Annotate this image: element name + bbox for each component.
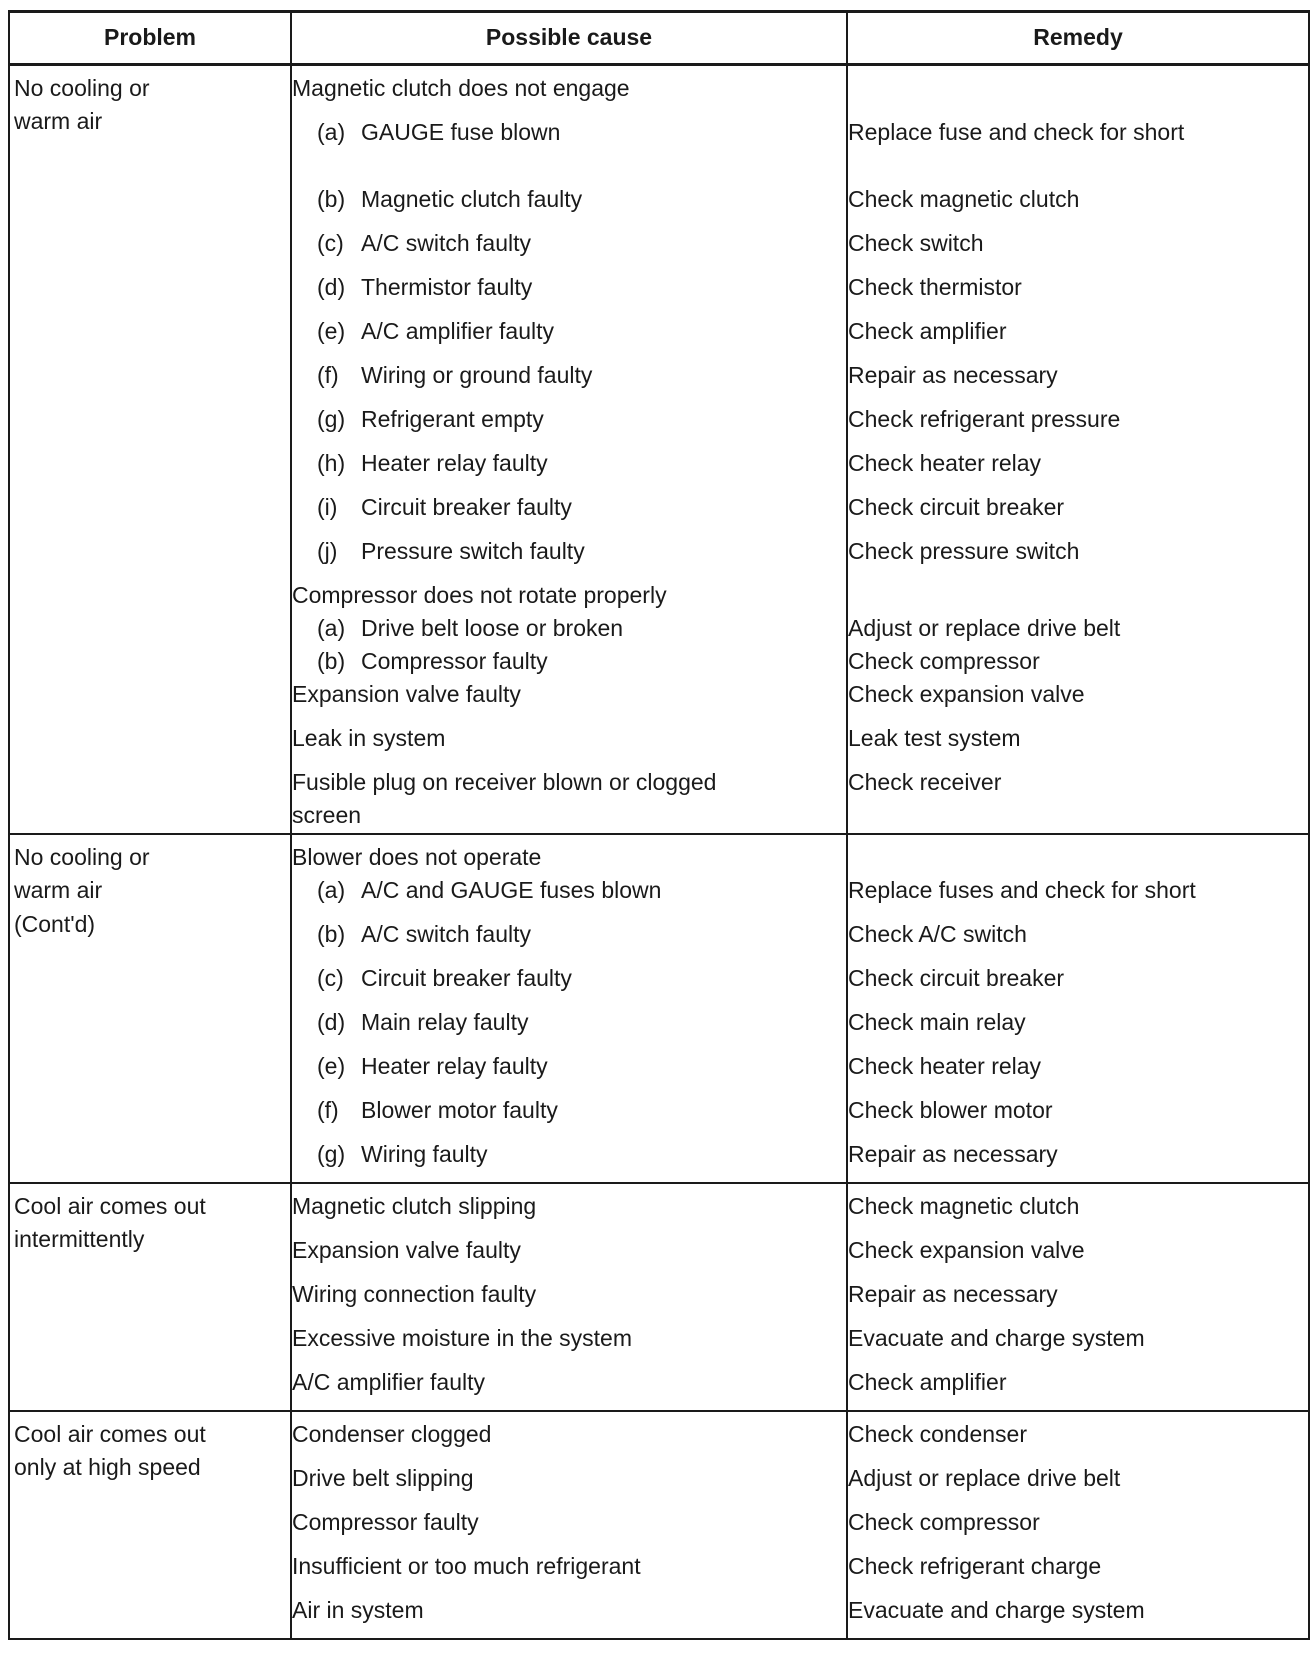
cause-item (292, 841, 846, 874)
cause-item (292, 579, 846, 612)
cause-item-label: (f) (317, 362, 339, 388)
cause-item (292, 1594, 846, 1638)
cause-item-label: (b) (317, 648, 346, 674)
header-remedy: Remedy (847, 12, 1309, 65)
remedy-item: Check blower motor (848, 1097, 1053, 1123)
cause-item-text: Compressor does not rotate properly (292, 582, 667, 608)
cause-item (292, 535, 846, 579)
cause-item-label: (a) (317, 877, 346, 903)
remedy-item: Check heater relay (848, 1053, 1042, 1079)
cause-item-text: Pressure switch faulty (361, 538, 585, 564)
remedy-item: Evacuate and charge system (848, 1325, 1145, 1351)
problem-cell (9, 1411, 291, 1639)
cause-item-text: Circuit breaker faulty (361, 965, 572, 991)
cause-item (292, 447, 846, 491)
remedy-item: Check receiver (848, 769, 1002, 795)
problem-text: Cool air comes out (14, 1193, 206, 1219)
cause-item-text: Compressor faulty (361, 648, 548, 674)
cause-item-text: Blower motor faulty (361, 1097, 558, 1123)
remedy-item: Leak test system (848, 725, 1021, 751)
cause-item (292, 962, 846, 1006)
remedy-item: Adjust or replace drive belt (848, 615, 1121, 641)
cause-item (292, 1366, 846, 1410)
cause-item-text: Heater relay faulty (361, 1053, 548, 1079)
table-body (9, 65, 1309, 1640)
cause-item-label: (d) (317, 274, 346, 300)
cause-item-label: (f) (317, 1097, 339, 1123)
remedy-item: Check compressor (848, 1509, 1040, 1535)
cause-item (292, 315, 846, 359)
remedy-item: Repair as necessary (848, 1141, 1058, 1167)
cause-item-text: Expansion valve faulty (292, 681, 521, 707)
problem-text: (Cont'd) (14, 910, 96, 937)
cause-item-text: Wiring faulty (361, 1141, 488, 1167)
remedy-item: Check magnetic clutch (848, 1193, 1080, 1219)
remedy-item: Check amplifier (848, 318, 1007, 344)
remedy-item: Check circuit breaker (848, 494, 1065, 520)
cause-item-text: Wiring or ground faulty (361, 362, 593, 388)
header-possible-cause: Possible cause (291, 12, 847, 65)
remedy-item: Replace fuses and check for short (848, 877, 1196, 903)
cause-item-text: A/C switch faulty (361, 230, 531, 256)
cause-item (292, 1006, 846, 1050)
cause-item-label: (h) (317, 450, 346, 476)
cause-item (292, 1094, 846, 1138)
problem-group (9, 65, 1309, 835)
cause-item-text: Fusible plug on receiver blown or clogged screen (292, 769, 717, 829)
cause-item (292, 1322, 846, 1366)
cause-item-label: (e) (317, 318, 346, 344)
remedy-item: Check switch (848, 230, 984, 256)
remedy-item: Check compressor (848, 648, 1040, 674)
problem-text: Cool air comes out (14, 1421, 206, 1447)
cause-item (292, 612, 846, 645)
remedy-item: Check A/C switch (848, 921, 1027, 947)
remedy-cell (847, 834, 1309, 1183)
possible-cause-cell (291, 1411, 847, 1639)
remedy-item: Check circuit breaker (848, 965, 1065, 991)
cause-item-label: (a) (317, 119, 346, 145)
cause-item-text: Air in system (292, 1597, 424, 1623)
cause-item-text: A/C amplifier faulty (361, 318, 555, 344)
cause-item (292, 403, 846, 447)
problem-text: No cooling or (14, 844, 150, 870)
remedy-item: Check amplifier (848, 1369, 1007, 1395)
remedy-item: Check refrigerant charge (848, 1553, 1102, 1579)
cause-item-text: Insufficient or too much refrigerant (292, 1553, 641, 1579)
cause-item-text: Refrigerant empty (361, 406, 544, 432)
remedy-item: Check magnetic clutch (848, 186, 1080, 212)
remedy-item (848, 841, 1308, 874)
remedy-cell (847, 1411, 1309, 1639)
cause-item-text: Thermistor faulty (361, 274, 533, 300)
cause-item (292, 491, 846, 535)
cause-item-label: (j) (317, 538, 338, 564)
cause-item (292, 722, 846, 766)
remedy-item: Check main relay (848, 1009, 1026, 1035)
cause-item (292, 271, 846, 315)
cause-item-label: (c) (317, 965, 344, 991)
cause-item-text: Drive belt slipping (292, 1465, 474, 1491)
problem-text: No cooling or (14, 75, 150, 101)
remedy-item: Check expansion valve (848, 1237, 1085, 1263)
cause-item-label: (i) (317, 494, 338, 520)
problem-cell (9, 834, 291, 1183)
problem-cell (9, 65, 291, 835)
cause-item-label: (g) (317, 406, 346, 432)
cause-item-label: (e) (317, 1053, 346, 1079)
remedy-item: Check heater relay (848, 450, 1042, 476)
cause-item-text: Expansion valve faulty (292, 1237, 521, 1263)
cause-item (292, 678, 846, 722)
cause-item (292, 1234, 846, 1278)
troubleshooting-page (8, 10, 1308, 1670)
remedy-cell (847, 65, 1309, 835)
remedy-item: Repair as necessary (848, 362, 1058, 388)
possible-cause-cell (291, 65, 847, 835)
cause-item-text: Magnetic clutch slipping (292, 1193, 537, 1219)
cause-item-text: Condenser clogged (292, 1421, 492, 1447)
cause-item-text: Compressor faulty (292, 1509, 479, 1535)
cause-item (292, 1138, 846, 1182)
cause-item-text: A/C switch faulty (361, 921, 531, 947)
remedy-item: Repair as necessary (848, 1281, 1058, 1307)
remedy-item: Evacuate and charge system (848, 1597, 1145, 1623)
cause-item-text: GAUGE fuse blown (361, 119, 561, 145)
troubleshooting-table (8, 10, 1310, 1640)
problem-text: only at high speed (14, 1454, 201, 1481)
remedy-item: Check thermistor (848, 274, 1022, 300)
remedy-cell (847, 1183, 1309, 1411)
table-header-row (9, 12, 1309, 65)
cause-item-label: (a) (317, 615, 346, 641)
cause-item-text: Magnetic clutch faulty (361, 186, 583, 212)
cause-item (292, 1190, 846, 1234)
cause-item-text: Excessive moisture in the system (292, 1325, 633, 1351)
cause-item (292, 227, 846, 271)
possible-cause-cell (291, 1183, 847, 1411)
cause-item-text: A/C amplifier faulty (292, 1369, 486, 1395)
cause-item (292, 1550, 846, 1594)
remedy-item: Adjust or replace drive belt (848, 1465, 1121, 1491)
cause-item-label: (g) (317, 1141, 346, 1167)
cause-item-text: Wiring connection faulty (292, 1281, 537, 1307)
cause-item (292, 766, 846, 833)
cause-item (292, 1050, 846, 1094)
cause-item (292, 72, 846, 116)
problem-text: warm air (14, 108, 103, 135)
cause-item-text: Heater relay faulty (361, 450, 548, 476)
cause-item-text: Blower does not operate (292, 844, 542, 870)
header-problem: Problem (9, 12, 291, 65)
cause-item-text: Drive belt loose or broken (361, 615, 624, 641)
problem-group (9, 1411, 1309, 1639)
remedy-item: Check condenser (848, 1421, 1027, 1447)
remedy-item: Check pressure switch (848, 538, 1080, 564)
cause-item (292, 116, 846, 183)
cause-item-text: Magnetic clutch does not engage (292, 75, 630, 101)
cause-item (292, 1506, 846, 1550)
possible-cause-cell (291, 834, 847, 1183)
cause-item (292, 183, 846, 227)
problem-cell (9, 1183, 291, 1411)
cause-item (292, 874, 846, 918)
remedy-item (848, 72, 1308, 116)
cause-item-label: (b) (317, 921, 346, 947)
problem-text: intermittently (14, 1226, 145, 1253)
problem-group (9, 1183, 1309, 1411)
remedy-item: Check expansion valve (848, 681, 1085, 707)
cause-item (292, 645, 846, 678)
cause-item (292, 1278, 846, 1322)
cause-item-text: Main relay faulty (361, 1009, 529, 1035)
cause-item-label: (c) (317, 230, 344, 256)
cause-item (292, 1462, 846, 1506)
cause-item-text: Circuit breaker faulty (361, 494, 572, 520)
problem-text: warm air (14, 877, 103, 904)
cause-item (292, 1418, 846, 1462)
cause-item-text: A/C and GAUGE fuses blown (361, 877, 662, 903)
cause-item-label: (b) (317, 186, 346, 212)
problem-group (9, 834, 1309, 1183)
cause-item (292, 918, 846, 962)
cause-item-text: Leak in system (292, 725, 446, 751)
remedy-item: Replace fuse and check for short (848, 119, 1185, 145)
cause-item-label: (d) (317, 1009, 346, 1035)
cause-item (292, 359, 846, 403)
remedy-item: Check refrigerant pressure (848, 406, 1121, 432)
remedy-item (848, 579, 1308, 612)
